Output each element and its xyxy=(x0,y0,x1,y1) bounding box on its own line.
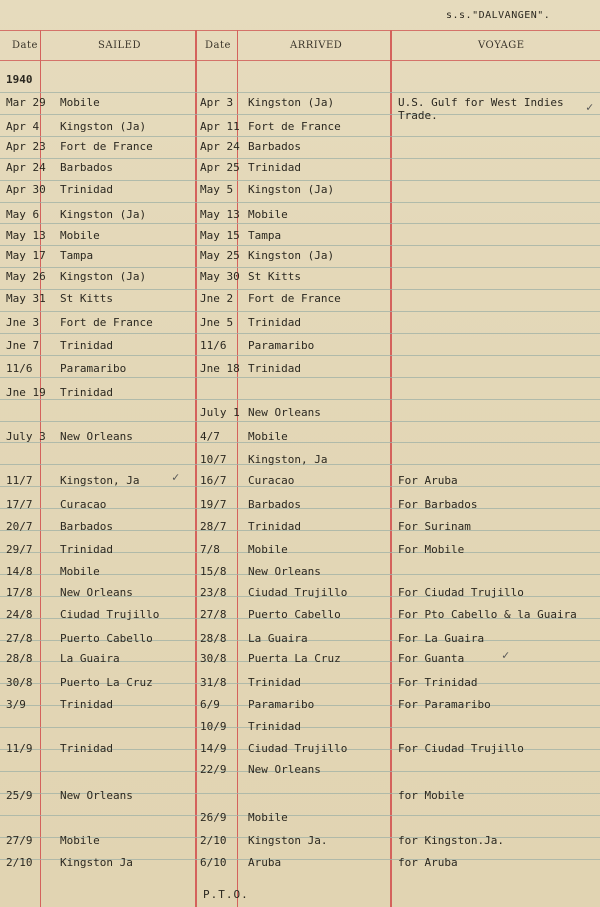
sailed-port: Tampa xyxy=(60,249,94,262)
voyage-note: For Pto Cabello & la Guaira xyxy=(398,608,577,621)
page-turn-note: P.T.O. xyxy=(203,888,249,901)
arrived-port: Curacao xyxy=(248,474,295,487)
header-sailed: SAILED xyxy=(98,40,141,51)
arrived-port: Fort de France xyxy=(248,292,341,305)
sailed-date: May 17 xyxy=(6,249,46,262)
arrived-port: New Orleans xyxy=(248,406,321,419)
arrived-port: Barbados xyxy=(248,140,301,153)
arrived-date: May 15 xyxy=(200,229,240,242)
sailed-date: 20/7 xyxy=(6,520,33,533)
voyage-note: For Barbados xyxy=(398,498,478,511)
arrived-port: Paramaribo xyxy=(248,698,315,711)
arrived-port: Tampa xyxy=(248,229,282,242)
arrived-date: Apr 3 xyxy=(200,96,234,109)
sailed-date: Jne 3 xyxy=(6,316,40,329)
voyage-note: For Paramaribo xyxy=(398,698,491,711)
voyage-note: For La Guaira xyxy=(398,632,485,645)
sailed-port: Trinidad xyxy=(60,543,113,556)
arrived-date: 30/8 xyxy=(200,652,227,665)
ruled-line xyxy=(0,355,600,356)
header-arrived: ARRIVED xyxy=(290,40,343,51)
sailed-port: Kingston (Ja) xyxy=(60,208,147,221)
arrived-port: La Guaira xyxy=(248,632,308,645)
arrived-port: Paramaribo xyxy=(248,339,315,352)
arrived-date: 6/10 xyxy=(200,856,227,869)
arrived-date: 14/9 xyxy=(200,742,227,755)
sailed-port: Mobile xyxy=(60,229,100,242)
arrived-date: Apr 11 xyxy=(200,120,240,133)
arrived-date: 31/8 xyxy=(200,676,227,689)
sailed-date: 25/9 xyxy=(6,789,33,802)
arrived-port: Kingston, Ja xyxy=(248,453,328,466)
sailed-port: Kingston (Ja) xyxy=(60,270,147,283)
sailed-port: Trinidad xyxy=(60,698,113,711)
arrived-port: Kingston (Ja) xyxy=(248,96,335,109)
arrived-date: 28/8 xyxy=(200,632,227,645)
sailed-date: 30/8 xyxy=(6,676,33,689)
sailed-date: 24/8 xyxy=(6,608,33,621)
ruled-line xyxy=(0,202,600,203)
arrived-port: Ciudad Trujillo xyxy=(248,586,348,599)
header-arrived-date: Date xyxy=(205,40,231,51)
sailed-port: Trinidad xyxy=(60,183,113,196)
arrived-date: May 30 xyxy=(200,270,240,283)
ruled-line xyxy=(0,333,600,334)
voyage-note: for Mobile xyxy=(398,789,465,802)
sailed-port: Kingston, Ja xyxy=(60,474,140,487)
sailed-date: Jne 19 xyxy=(6,386,46,399)
header-voyage: VOYAGE xyxy=(478,40,525,51)
sailed-port: New Orleans xyxy=(60,789,133,802)
sailed-port: Fort de France xyxy=(60,316,153,329)
sailed-port: Mobile xyxy=(60,834,100,847)
arrived-date: Apr 25 xyxy=(200,161,240,174)
arrived-date: 2/10 xyxy=(200,834,227,847)
sailed-date: Mar 29 xyxy=(6,96,46,109)
arrived-port: Aruba xyxy=(248,856,282,869)
ruled-line xyxy=(0,92,600,93)
voyage-note: For Mobile xyxy=(398,543,465,556)
arrived-port: Fort de France xyxy=(248,120,341,133)
ruled-line xyxy=(0,289,600,290)
arrived-port: Ciudad Trujillo xyxy=(248,742,348,755)
arrived-date: 23/8 xyxy=(200,586,227,599)
voyage-note: For Surinam xyxy=(398,520,471,533)
arrived-date: 27/8 xyxy=(200,608,227,621)
arrived-port: Trinidad xyxy=(248,161,301,174)
sailed-port: Mobile xyxy=(60,96,100,109)
sailed-date: 11/7 xyxy=(6,474,33,487)
sailed-date: 27/8 xyxy=(6,632,33,645)
voyage-note: for Aruba xyxy=(398,856,458,869)
arrived-date: 19/7 xyxy=(200,498,227,511)
arrived-port: Barbados xyxy=(248,498,301,511)
ruled-line xyxy=(0,223,600,224)
sailed-port: Paramaribo xyxy=(60,362,127,375)
sailed-port: La Guaira xyxy=(60,652,120,665)
arrived-date: Jne 18 xyxy=(200,362,240,375)
sailed-date: May 6 xyxy=(6,208,40,221)
sailed-date: Apr 4 xyxy=(6,120,40,133)
arrived-port: Mobile xyxy=(248,430,288,443)
sailed-date: Apr 24 xyxy=(6,161,46,174)
sailed-port: New Orleans xyxy=(60,430,133,443)
sailed-port: Trinidad xyxy=(60,742,113,755)
column-divider xyxy=(390,30,392,907)
voyage-note: U.S. Gulf for West Indies Trade. xyxy=(398,96,564,122)
sailed-date: May 26 xyxy=(6,270,46,283)
header-bottom-rule xyxy=(0,60,600,61)
sailed-port: Curacao xyxy=(60,498,107,511)
sailed-date: May 13 xyxy=(6,229,46,242)
ruled-line xyxy=(0,267,600,268)
tick-mark: ✓ xyxy=(502,648,510,662)
header-top-rule xyxy=(0,30,600,31)
sailed-date: 11/9 xyxy=(6,742,33,755)
arrived-date: 11/6 xyxy=(200,339,227,352)
sailed-date: 17/8 xyxy=(6,586,33,599)
ruled-line xyxy=(0,180,600,181)
column-divider xyxy=(195,30,197,907)
arrived-port: Kingston (Ja) xyxy=(248,249,335,262)
arrived-date: May 13 xyxy=(200,208,240,221)
voyage-note: For Trinidad xyxy=(398,676,478,689)
arrived-date: Jne 5 xyxy=(200,316,234,329)
year-heading: 1940 xyxy=(6,73,33,86)
arrived-port: New Orleans xyxy=(248,763,321,776)
voyage-note: For Ciudad Trujillo xyxy=(398,586,524,599)
arrived-date: July 1 xyxy=(200,406,240,419)
sailed-date: 3/9 xyxy=(6,698,26,711)
arrived-port: Mobile xyxy=(248,208,288,221)
arrived-date: 16/7 xyxy=(200,474,227,487)
sailed-port: Kingston Ja xyxy=(60,856,133,869)
arrived-date: 15/8 xyxy=(200,565,227,578)
ruled-line xyxy=(0,815,600,816)
arrived-port: Puerto Cabello xyxy=(248,608,341,621)
header-sailed-date: Date xyxy=(12,40,38,51)
arrived-date: 6/9 xyxy=(200,698,220,711)
sailed-date: 28/8 xyxy=(6,652,33,665)
sailed-port: Fort de France xyxy=(60,140,153,153)
arrived-port: Trinidad xyxy=(248,676,301,689)
sailed-port: Puerto Cabello xyxy=(60,632,153,645)
arrived-date: 4/7 xyxy=(200,430,220,443)
sailed-port: Ciudad Trujillo xyxy=(60,608,160,621)
sailed-date: July 3 xyxy=(6,430,46,443)
arrived-port: Trinidad xyxy=(248,720,301,733)
sailed-date: 11/6 xyxy=(6,362,33,375)
pencil-mark: ✓ xyxy=(172,470,180,484)
arrived-port: Kingston Ja. xyxy=(248,834,328,847)
voyage-note: for Kingston.Ja. xyxy=(398,834,504,847)
ship-name: s.s."DALVANGEN". xyxy=(446,10,551,21)
sailed-date: Jne 7 xyxy=(6,339,40,352)
arrived-port: Puerta La Cruz xyxy=(248,652,341,665)
arrived-date: May 25 xyxy=(200,249,240,262)
ruled-line xyxy=(0,311,600,312)
sailed-date: Apr 23 xyxy=(6,140,46,153)
voyage-note: For Guanta xyxy=(398,652,465,665)
arrived-date: 26/9 xyxy=(200,811,227,824)
ruled-line xyxy=(0,245,600,246)
ruled-line xyxy=(0,399,600,400)
arrived-port: Trinidad xyxy=(248,316,301,329)
sailed-port: Barbados xyxy=(60,520,113,533)
arrived-date: Apr 24 xyxy=(200,140,240,153)
sailed-date: 29/7 xyxy=(6,543,33,556)
sailed-port: Trinidad xyxy=(60,386,113,399)
arrived-port: Kingston (Ja) xyxy=(248,183,335,196)
arrived-port: Mobile xyxy=(248,811,288,824)
arrived-date: 7/8 xyxy=(200,543,220,556)
arrived-date: 28/7 xyxy=(200,520,227,533)
arrived-date: 10/9 xyxy=(200,720,227,733)
arrived-port: St Kitts xyxy=(248,270,301,283)
arrived-date: 22/9 xyxy=(200,763,227,776)
arrived-date: May 5 xyxy=(200,183,234,196)
arrived-port: Mobile xyxy=(248,543,288,556)
sailed-date: 2/10 xyxy=(6,856,33,869)
sailed-port: St Kitts xyxy=(60,292,113,305)
sailed-date: May 31 xyxy=(6,292,46,305)
arrived-date: Jne 2 xyxy=(200,292,234,305)
ruled-line xyxy=(0,136,600,137)
arrived-port: Trinidad xyxy=(248,520,301,533)
sailed-port: Trinidad xyxy=(60,339,113,352)
sailed-date: Apr 30 xyxy=(6,183,46,196)
arrived-date: 10/7 xyxy=(200,453,227,466)
sailed-date: 27/9 xyxy=(6,834,33,847)
arrived-port: New Orleans xyxy=(248,565,321,578)
sailed-port: Barbados xyxy=(60,161,113,174)
sailed-port: Kingston (Ja) xyxy=(60,120,147,133)
ruled-line xyxy=(0,421,600,422)
sailed-port: Mobile xyxy=(60,565,100,578)
tick-mark: ✓ xyxy=(586,100,594,114)
voyage-note: For Ciudad Trujillo xyxy=(398,742,524,755)
ruled-line xyxy=(0,158,600,159)
arrived-port: Trinidad xyxy=(248,362,301,375)
sailed-date: 17/7 xyxy=(6,498,33,511)
sailed-date: 14/8 xyxy=(6,565,33,578)
sailed-port: Puerto La Cruz xyxy=(60,676,153,689)
voyage-note: For Aruba xyxy=(398,474,458,487)
sailed-port: New Orleans xyxy=(60,586,133,599)
ruled-line xyxy=(0,377,600,378)
